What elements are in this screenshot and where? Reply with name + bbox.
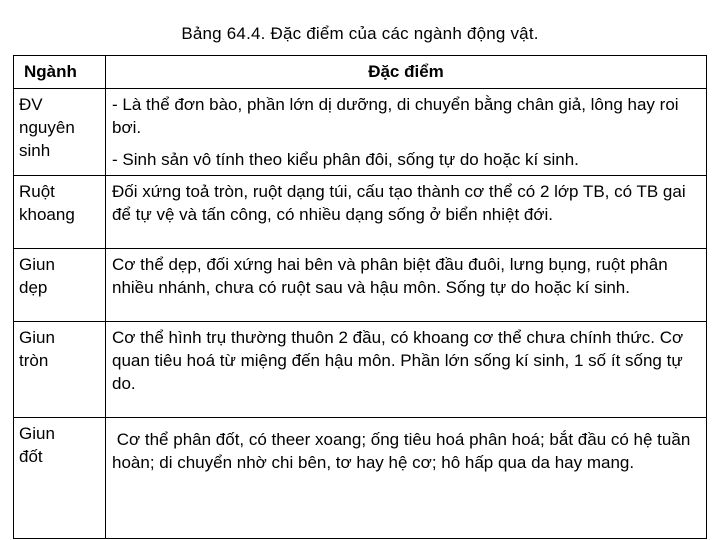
table-row (14, 89, 707, 176)
phylum-name-line: Giun (19, 255, 55, 274)
table-row (14, 176, 707, 249)
phylum-name-line: dẹp (19, 278, 48, 297)
phylum-name-line: Giun (19, 424, 55, 443)
phylum-name-line: sinh (19, 141, 51, 160)
table-caption: Bảng 64.4. Đặc điểm của các ngành động vật. (181, 24, 539, 43)
phylum-name (14, 249, 106, 322)
phylum-name (14, 89, 106, 176)
phylum-description (106, 89, 707, 176)
phylum-name-line: ĐV (19, 95, 43, 114)
table-body (14, 89, 707, 539)
phylum-name (14, 322, 106, 418)
phylum-name (14, 176, 106, 249)
description-paragraph: Cơ thể hình trụ thường thuôn 2 đầu, có khoang cơ thể chưa chính thức. Cơ quan tiêu hoá từ miệng đến hậu môn. Phần lớn sống kí sinh, 1 số ít sống tự do. (112, 328, 684, 393)
description-paragraph: Cơ thể dẹp, đối xứng hai bên và phân biệt đầu đuôi, lưng bụng, ruột phân nhiều nhánh, chưa có ruột sau và hậu môn. Sống tự do hoặc kí sinh. (112, 255, 668, 297)
animal-phyla-table (13, 55, 707, 539)
phylum-name (14, 418, 106, 539)
description-paragraph: - Là thể đơn bào, phần lớn dị dưỡng, di chuyển bằng chân giả, lông hay roi bơi. (112, 95, 679, 137)
table-row (14, 418, 707, 539)
description-paragraph: Đối xứng toả tròn, ruột dạng túi, cấu tạo thành cơ thể có 2 lớp TB, có TB gai để tự vệ và tấn công, có nhiều dạng sống ở biển nhiệt đới. (112, 182, 686, 224)
phylum-description (106, 249, 707, 322)
phylum-name-line: tròn (19, 351, 49, 370)
header-row (14, 56, 707, 89)
table-row (14, 249, 707, 322)
phylum-name-line: Giun (19, 328, 55, 347)
table-header (14, 56, 707, 89)
phylum-name-line: đốt (19, 447, 43, 466)
phylum-name-line: nguyên (19, 118, 75, 137)
phylum-description (106, 418, 707, 539)
phylum-description (106, 322, 707, 418)
table-row (14, 322, 707, 418)
header-dac-diem: Đặc điểm (106, 56, 707, 89)
phylum-name-line: khoang (19, 205, 75, 224)
description-paragraph: Cơ thể phân đốt, có theer xoang; ống tiêu hoá phân hoá; bắt đầu có hệ tuần hoàn; di chuyển nhờ chi bên, tơ hay hệ cơ; hô hấp qua da hay mang. (112, 430, 696, 472)
header-nganh: Ngành (14, 56, 106, 89)
phylum-name-line: Ruột (19, 182, 55, 201)
phylum-description (106, 176, 707, 249)
description-paragraph: - Sinh sản vô tính theo kiểu phân đôi, sống tự do hoặc kí sinh. (112, 150, 579, 169)
